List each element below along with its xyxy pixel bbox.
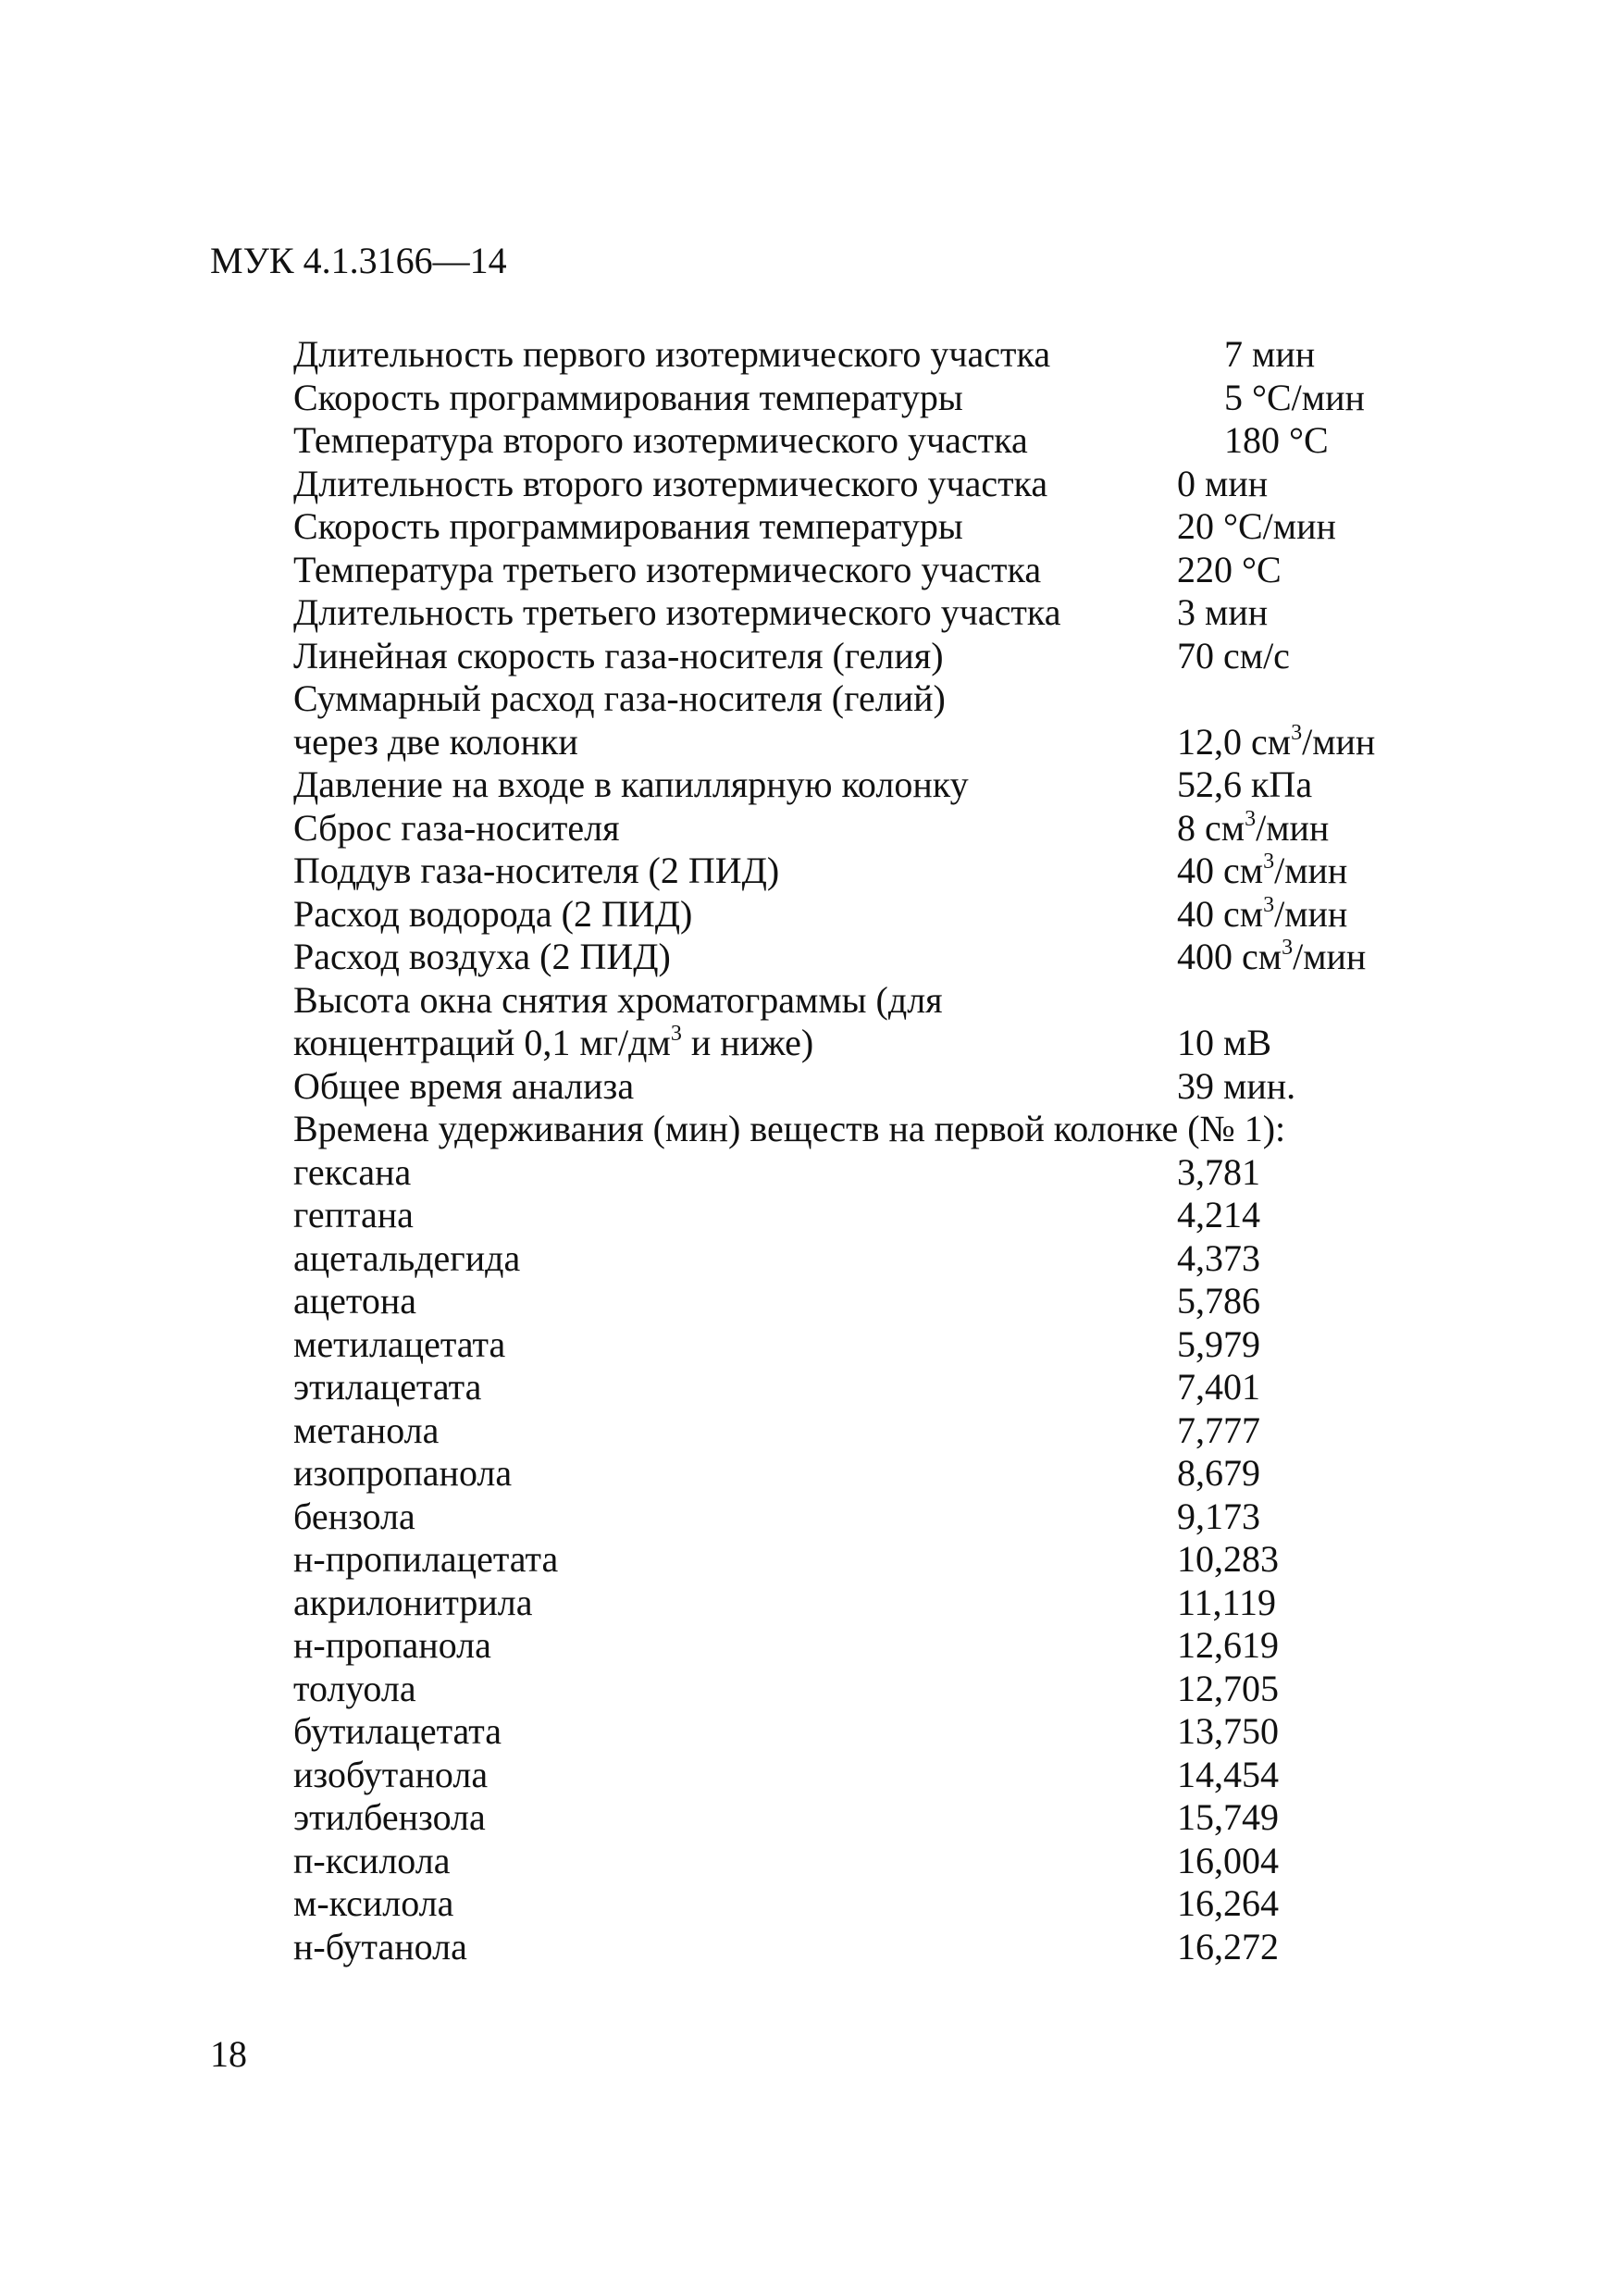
retention-row <box>293 1754 1450 1797</box>
retention-row <box>293 1496 1450 1539</box>
parameter-row <box>293 333 1450 377</box>
parameter-label: Скорость программирования температуры <box>293 505 963 547</box>
parameter-label: Давление на входе в капиллярную колонку <box>293 763 969 805</box>
document-body <box>293 333 1450 1968</box>
parameter-label: Длительность первого изотермического участка <box>293 333 1051 375</box>
parameter-row <box>293 1022 1450 1065</box>
retention-time-value: 16,264 <box>1177 1882 1279 1924</box>
parameter-value-superscript: 3 <box>1263 892 1275 917</box>
parameter-value: 180 °С <box>1224 419 1329 461</box>
retention-row <box>293 1926 1450 1969</box>
parameter-row <box>293 936 1450 979</box>
retention-time-value: 5,979 <box>1177 1322 1260 1365</box>
parameter-value-superscript: 3 <box>1245 806 1257 831</box>
parameter-value-number: 40 см <box>1177 892 1264 935</box>
parameter-row <box>293 463 1450 506</box>
parameter-label: Расход воздуха (2 ПИД) <box>293 936 671 977</box>
chromatography-parameters-list <box>293 333 1450 1108</box>
retention-time-value: 7,777 <box>1177 1409 1260 1451</box>
parameter-row <box>293 979 1450 1023</box>
retention-row <box>293 1582 1450 1625</box>
parameter-value-unit: /мин <box>1293 936 1367 977</box>
parameter-row <box>293 635 1450 678</box>
parameter-value-superscript: 3 <box>1282 936 1294 960</box>
substance-name: н-пропилацетата <box>293 1538 559 1580</box>
parameter-label: Температура второго изотермического участка <box>293 419 1028 461</box>
parameter-label: Высота окна снятия хроматограммы (для <box>293 978 943 1021</box>
parameter-value: 10 мВ <box>1177 1022 1271 1063</box>
retention-time-value: 14,454 <box>1177 1753 1279 1795</box>
page-number: 18 <box>210 2033 247 2075</box>
substance-name: изобутанола <box>293 1753 489 1795</box>
parameter-value <box>1177 936 1366 979</box>
retention-row <box>293 1366 1450 1409</box>
parameter-value-unit: /мин <box>1302 720 1376 763</box>
parameter-row <box>293 763 1450 807</box>
parameter-value-unit: /мин <box>1274 850 1348 891</box>
retention-row <box>293 1409 1450 1453</box>
retention-time-value: 16,004 <box>1177 1839 1279 1881</box>
retention-time-value: 4,214 <box>1177 1194 1260 1235</box>
parameter-value: 70 см/с <box>1177 634 1290 676</box>
parameter-label: Общее время анализа <box>293 1064 635 1107</box>
retention-row <box>293 1538 1450 1582</box>
retention-row <box>293 1710 1450 1754</box>
retention-row <box>293 1452 1450 1496</box>
substance-name: ацетона <box>293 1280 417 1322</box>
parameter-row <box>293 419 1450 463</box>
parameter-row <box>293 377 1450 420</box>
parameter-label-superscript: 3 <box>670 1022 682 1046</box>
document-code-header: МУК 4.1.3166—14 <box>210 240 507 281</box>
parameter-value-superscript: 3 <box>1263 850 1275 874</box>
retention-time-value: 16,272 <box>1177 1925 1279 1967</box>
retention-row <box>293 1323 1450 1367</box>
substance-name: гептана <box>293 1194 414 1235</box>
parameter-value-number: 8 см <box>1177 806 1245 849</box>
substance-name: толуола <box>293 1667 416 1709</box>
retention-time-value: 15,749 <box>1177 1796 1279 1838</box>
parameter-value-unit: /мин <box>1274 892 1348 935</box>
parameter-row <box>293 893 1450 937</box>
parameter-label <box>293 1022 813 1065</box>
parameter-label: Скорость программирования температуры <box>293 376 963 418</box>
retention-time-value: 12,705 <box>1177 1667 1279 1709</box>
parameter-label: Суммарный расход газа-носителя (гелий) <box>293 677 946 719</box>
parameter-row <box>293 850 1450 893</box>
parameter-label: Температура третьего изотермического участка <box>293 548 1042 590</box>
substance-name: бутилацетата <box>293 1710 502 1752</box>
retention-time-value: 9,173 <box>1177 1495 1260 1537</box>
parameter-label: Расход водорода (2 ПИД) <box>293 892 693 935</box>
parameter-row <box>293 549 1450 592</box>
substance-name: гексана <box>293 1150 412 1193</box>
parameter-value: 7 мин <box>1224 333 1316 375</box>
parameter-value: 3 мин <box>1177 591 1269 633</box>
retention-row <box>293 1796 1450 1840</box>
parameter-value-unit: /мин <box>1256 806 1330 849</box>
retention-time-value: 12,619 <box>1177 1624 1279 1666</box>
parameter-row <box>293 677 1450 721</box>
substance-name: метилацетата <box>293 1322 506 1365</box>
retention-time-value: 10,283 <box>1177 1538 1279 1580</box>
retention-time-value: 11,119 <box>1177 1581 1277 1623</box>
retention-times-list <box>293 1151 1450 1969</box>
substance-name: н-пропанола <box>293 1624 491 1666</box>
substance-name: этилбензола <box>293 1796 486 1838</box>
retention-row <box>293 1668 1450 1711</box>
parameter-value-number: 40 см <box>1177 850 1264 891</box>
substance-name: н-бутанола <box>293 1925 467 1967</box>
retention-row <box>293 1624 1450 1668</box>
parameter-row <box>293 721 1450 764</box>
parameter-row <box>293 591 1450 635</box>
parameter-value <box>1177 721 1375 764</box>
substance-name: п-ксилола <box>293 1839 451 1881</box>
parameter-row <box>293 1065 1450 1109</box>
retention-time-value: 4,373 <box>1177 1236 1260 1279</box>
substance-name: изопропанола <box>293 1452 513 1494</box>
parameter-value-number: 400 см <box>1177 936 1282 977</box>
substance-name: метанола <box>293 1409 440 1451</box>
parameter-row <box>293 505 1450 549</box>
retention-row <box>293 1151 1450 1195</box>
parameter-label: Линейная скорость газа-носителя (гелия) <box>293 634 944 676</box>
substance-name: бензола <box>293 1495 415 1537</box>
retention-time-value: 3,781 <box>1177 1150 1260 1193</box>
retention-time-value: 8,679 <box>1177 1452 1260 1494</box>
retention-row <box>293 1882 1450 1926</box>
retention-row <box>293 1194 1450 1237</box>
substance-name: ацетальдегида <box>293 1236 521 1279</box>
parameter-label-text-suffix: и ниже) <box>681 1022 814 1063</box>
retention-row <box>293 1840 1450 1883</box>
retention-time-value: 5,786 <box>1177 1280 1260 1322</box>
parameter-value: 52,6 кПа <box>1177 763 1313 805</box>
retention-row <box>293 1237 1450 1281</box>
parameter-value: 0 мин <box>1177 462 1269 504</box>
parameter-label: Поддув газа-носителя (2 ПИД) <box>293 850 780 891</box>
parameter-label: Длительность второго изотермического участка <box>293 462 1048 504</box>
substance-name: акрилонитрила <box>293 1581 533 1623</box>
retention-time-value: 13,750 <box>1177 1710 1279 1752</box>
parameter-label-text: концентраций 0,1 мг/дм <box>293 1022 671 1063</box>
substance-name: м-ксилола <box>293 1882 454 1924</box>
retention-heading: Времена удерживания (мин) веществ на первой колонке (№ 1): <box>293 1108 1286 1149</box>
parameter-label: через две колонки <box>293 720 578 763</box>
parameter-label: Сброс газа-носителя <box>293 806 620 849</box>
parameter-value-number: 12,0 см <box>1177 720 1292 763</box>
parameter-row <box>293 807 1450 850</box>
retention-time-value: 7,401 <box>1177 1366 1260 1408</box>
parameter-value: 39 мин. <box>1177 1064 1296 1107</box>
parameter-value: 220 °С <box>1177 548 1282 590</box>
parameter-value: 20 °С/мин <box>1177 505 1336 547</box>
parameter-value: 5 °С/мин <box>1224 376 1365 418</box>
parameter-value <box>1177 893 1347 937</box>
parameter-value <box>1177 850 1347 893</box>
retention-row <box>293 1280 1450 1323</box>
retention-heading-row <box>293 1108 1450 1151</box>
parameter-value <box>1177 807 1329 850</box>
substance-name: этилацетата <box>293 1366 482 1408</box>
parameter-label: Длительность третьего изотермического участка <box>293 591 1061 633</box>
parameter-value-superscript: 3 <box>1291 720 1303 745</box>
